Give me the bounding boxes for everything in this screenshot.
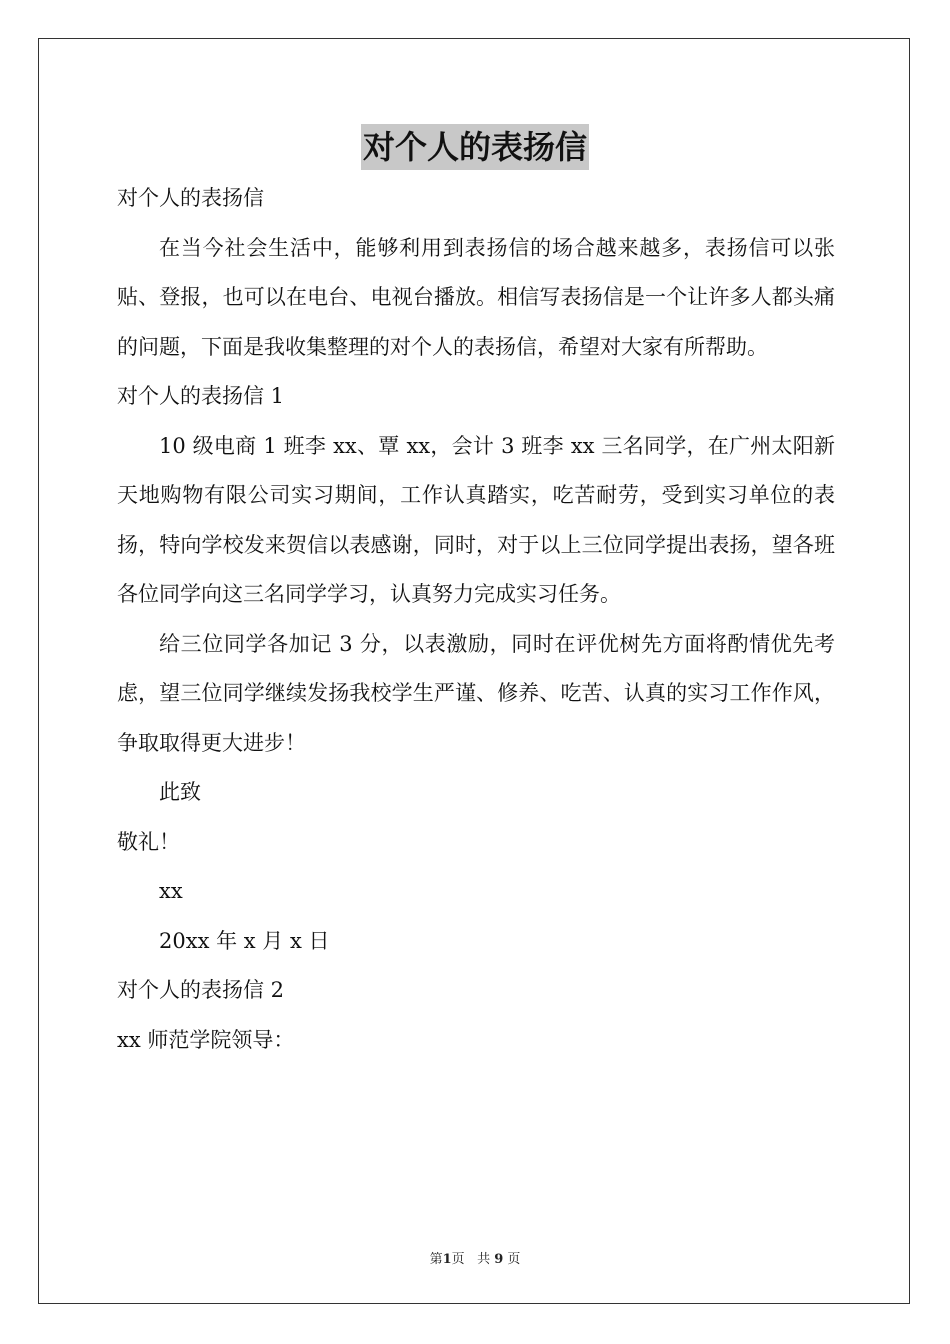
letter-1-reward-paragraph: 给三位同学各加记 3 分，以表激励，同时在评优树先方面将酌情优先考虑，望三位同学继续发扬我校学生严谨、修养、吃苦、认真的实习工作作风，争取取得更大进步！ bbox=[117, 631, 835, 755]
footer-total-prefix: 共 bbox=[477, 1252, 491, 1267]
section-heading-2: 对个人的表扬信 2 bbox=[117, 978, 285, 1002]
subtitle-paragraph: 对个人的表扬信 bbox=[117, 186, 264, 210]
intro-paragraph: 在当今社会生活中，能够利用到表扬信的场合越来越多，表扬信可以张贴、登报，也可以在电台、电视台播放。相信写表扬信是一个让许多人都头痛的问题，下面是我收集整理的对个人的表扬信，希望对大家有所帮助。 bbox=[117, 235, 835, 359]
letter-date: 20xx 年 x 月 x 日 bbox=[159, 928, 330, 953]
section-heading-1: 对个人的表扬信 1 bbox=[117, 384, 285, 408]
title-container bbox=[0, 124, 950, 170]
footer-total-suffix: 页 bbox=[507, 1252, 521, 1267]
footer-prefix: 第 bbox=[429, 1252, 443, 1267]
document-body bbox=[117, 174, 835, 1065]
footer-page-suffix: 页 bbox=[451, 1252, 465, 1267]
current-page-number: 1 bbox=[442, 1252, 452, 1267]
page-footer bbox=[0, 1248, 950, 1267]
closing-regards: 敬礼！ bbox=[117, 829, 180, 854]
letter-1-body-paragraph: 10 级电商 1 班李 xx、覃 xx，会计 3 班李 xx 三名同学，在广州太阳新天地购物有限公司实习期间，工作认真踏实，吃苦耐劳，受到实习单位的表扬，特向学校发来贺信以表感谢，同时，对于以上三位同学提出表扬，望各班各位同学向这三名同学学习，认真努力完成实习任务。 bbox=[117, 433, 835, 606]
closing-salutation: 此致 bbox=[159, 780, 201, 804]
signature: xx bbox=[159, 879, 183, 903]
letter-2-addressee: xx 师范学院领导： bbox=[117, 1027, 295, 1052]
total-pages-number: 9 bbox=[494, 1252, 504, 1267]
document-title: 对个人的表扬信 bbox=[361, 124, 589, 170]
